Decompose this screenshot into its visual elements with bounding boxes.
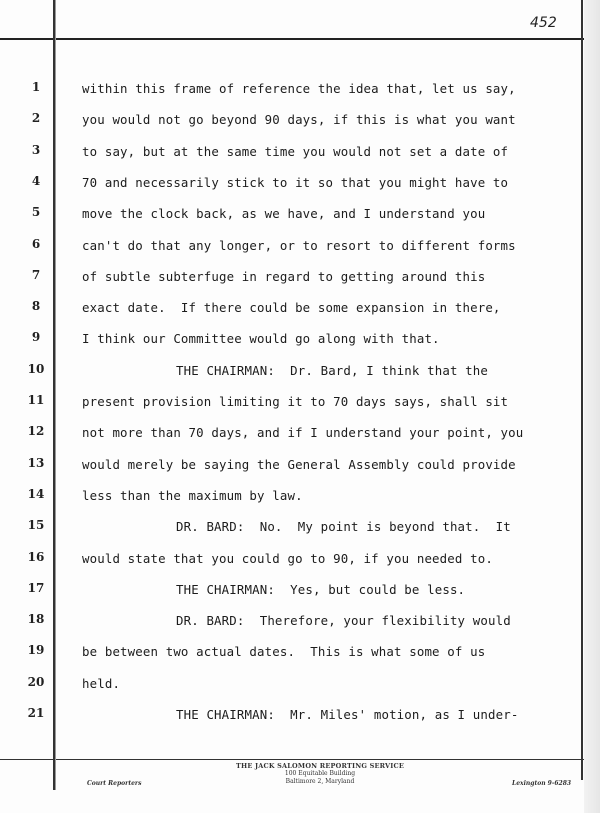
transcript-line: can't do that any longer, or to resort to different forms	[82, 238, 516, 253]
transcript-line: present provision limiting it to 70 days says, shall sit	[82, 394, 509, 409]
footer-address-line2: Baltimore 2, Maryland	[285, 778, 355, 785]
left-margin-rule	[53, 0, 56, 790]
transcript-line: THE CHAIRMAN: Mr. Miles' motion, as I under-	[176, 707, 519, 722]
transcript-line: to say, but at the same time you would not set a date of	[82, 144, 509, 159]
transcript-line: you would not go beyond 90 days, if this is what you want	[82, 112, 516, 127]
line-number: 13	[27, 456, 45, 470]
line-number: 9	[31, 330, 41, 344]
transcript-line: DR. BARD: No. My point is beyond that. It	[176, 519, 511, 534]
right-margin-rule	[581, 0, 583, 780]
transcript-line: held.	[82, 676, 121, 691]
footer-phone: Lexington 9-6283	[512, 780, 572, 787]
transcript-line: of subtle subterfuge in regard to getting around this	[82, 269, 486, 284]
page-edge	[584, 0, 600, 813]
footer-rule	[0, 759, 584, 760]
line-number: 19	[27, 643, 45, 657]
line-number: 1	[31, 80, 41, 94]
footer-address-line1: 100 Equitable Building	[284, 770, 356, 777]
line-number: 11	[27, 393, 45, 407]
transcript-line: THE CHAIRMAN: Yes, but could be less.	[176, 582, 466, 597]
line-number: 3	[31, 143, 41, 157]
transcript-line: not more than 70 days, and if I understand your point, you	[82, 425, 524, 440]
line-number: 10	[27, 362, 45, 376]
footer-court-reporters: Court Reporters	[87, 780, 142, 787]
transcript-line: I think our Committee would go along with that.	[82, 331, 440, 346]
line-number: 5	[31, 205, 41, 219]
line-number: 8	[31, 299, 41, 313]
line-number: 16	[27, 550, 45, 564]
line-number: 17	[27, 581, 45, 595]
transcript-line: be between two actual dates. This is what some of us	[82, 644, 486, 659]
footer-company-name: THE JACK SALOMON REPORTING SERVICE	[235, 762, 405, 770]
line-number: 2	[31, 111, 41, 125]
line-number: 18	[27, 612, 45, 626]
line-number: 6	[31, 237, 41, 251]
page-number: 452	[530, 15, 557, 31]
line-number: 12	[27, 424, 45, 438]
transcript-line: within this frame of reference the idea that, let us say,	[82, 81, 516, 96]
line-number: 21	[27, 706, 45, 720]
line-number: 20	[27, 675, 45, 689]
transcript-line: 70 and necessarily stick to it so that you might have to	[82, 175, 509, 190]
line-number: 15	[27, 518, 45, 532]
line-number: 14	[27, 487, 45, 501]
transcript-line: less than the maximum by law.	[82, 488, 303, 503]
transcript-line: DR. BARD: Therefore, your flexibility would	[176, 613, 511, 628]
header-rule	[0, 38, 584, 40]
transcript-line: would merely be saying the General Assembly could provide	[82, 457, 516, 472]
transcript-line: would state that you could go to 90, if you needed to.	[82, 551, 493, 566]
footer-company-block	[220, 762, 420, 786]
line-number: 4	[31, 174, 41, 188]
transcript-line: THE CHAIRMAN: Dr. Bard, I think that the	[176, 363, 489, 378]
line-number: 7	[31, 268, 41, 282]
transcript-line: exact date. If there could be some expansion in there,	[82, 300, 501, 315]
transcript-line: move the clock back, as we have, and I understand you	[82, 206, 486, 221]
